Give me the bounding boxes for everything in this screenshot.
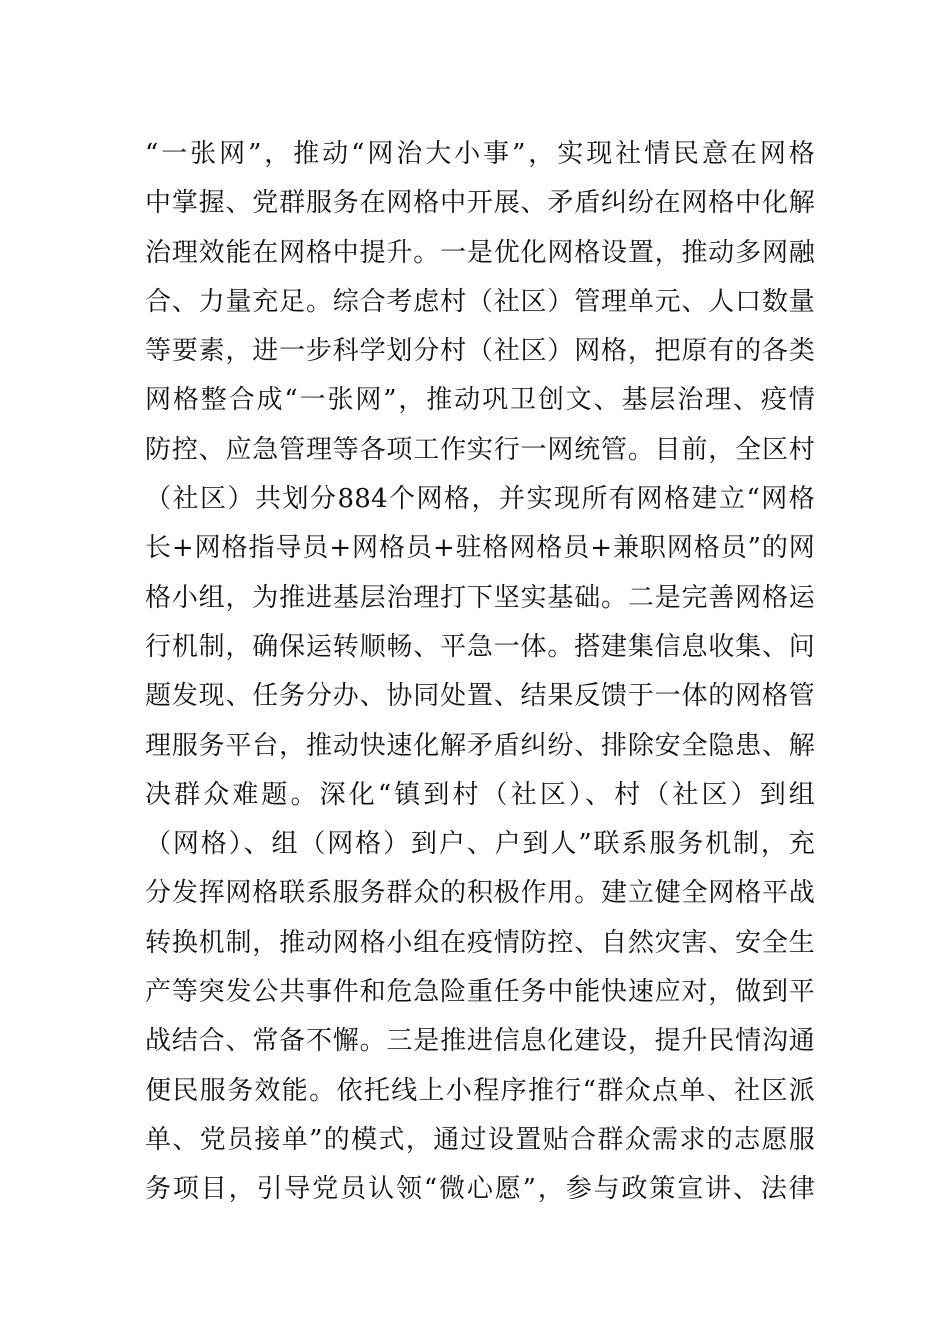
text-line: （网格）、组（网格）到户、户到人”联系服务机制，充 (145, 829, 815, 860)
text-line: 分发挥网格联系服务群众的积极作用。建立健全网格平战 (145, 878, 815, 909)
text-line: 决群众难题。深化“镇到村（社区）、村（社区）到组 (145, 779, 815, 810)
text-line: 治理效能在网格中提升。一是优化网格设置，推动多网融 (145, 237, 815, 268)
text-line: 便民服务效能。依托线上小程序推行“群众点单、社区派 (145, 1075, 815, 1106)
text-line: 长+网格指导员+网格员+驻格网格员+兼职网格员”的网 (145, 533, 815, 564)
text-line: 防控、应急管理等各项工作实行一网统管。目前，全区村 (145, 434, 815, 465)
text-line: 战结合、常备不懈。三是推进信息化建设，提升民情沟通 (145, 1026, 815, 1057)
text-line: 题发现、任务分办、协同处置、结果反馈于一体的网格管 (145, 681, 815, 712)
text-line: 务项目，引导党员认领“微心愿”，参与政策宣讲、法律 (145, 1174, 815, 1205)
text-line: 转换机制，推动网格小组在疫情防控、自然灾害、安全生 (145, 927, 815, 958)
body-paragraph (145, 130, 815, 1215)
text-line: 中掌握、党群服务在网格中开展、矛盾纠纷在网格中化解 (145, 188, 815, 219)
text-line: 等要素，进一步科学划分村（社区）网格，把原有的各类 (145, 336, 815, 367)
text-line: 合、力量充足。综合考虑村（社区）管理单元、人口数量 (145, 286, 815, 317)
text-line: “一张网”，推动“网治大小事”，实现社情民意在网格 (145, 139, 815, 169)
text-line: （社区）共划分884个网格，并实现所有网格建立“网格 (145, 484, 815, 515)
text-line: 单、党员接单”的模式，通过设置贴合群众需求的志愿服 (145, 1124, 815, 1155)
text-line: 产等突发公共事件和危急险重任务中能快速应对，做到平 (145, 977, 815, 1008)
text-line: 行机制，确保运转顺畅、平急一体。搭建集信息收集、问 (145, 631, 815, 662)
text-line: 格小组，为推进基层治理打下坚实基础。二是完善网格运 (145, 582, 815, 613)
text-line: 理服务平台，推动快速化解矛盾纠纷、排除安全隐患、解 (145, 730, 815, 761)
text-line: 网格整合成“一张网”，推动巩卫创文、基层治理、疫情 (145, 385, 815, 416)
